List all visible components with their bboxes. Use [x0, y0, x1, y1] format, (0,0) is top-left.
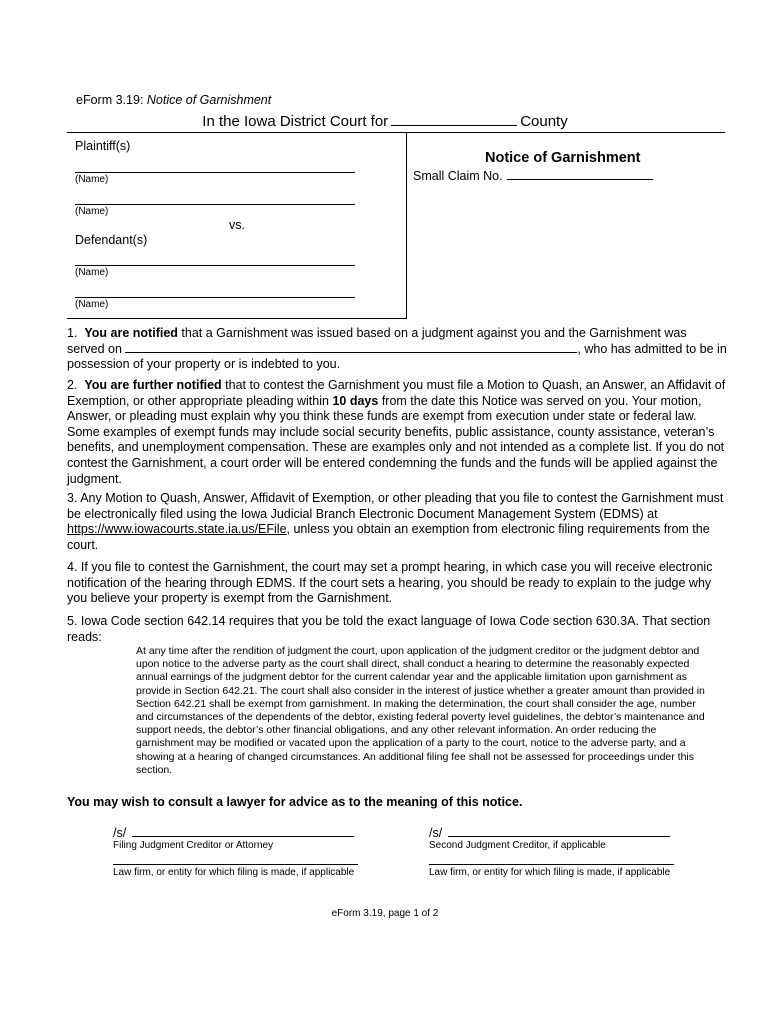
name-label: (Name): [75, 299, 109, 310]
paragraph-5: 5. Iowa Code section 642.14 requires that you be told the exact language of Iowa Code section 630.3A. That section reads:: [67, 614, 711, 644]
caption-bottom-rule: [67, 318, 407, 319]
firm-left-label: Law firm, or entity for which filing is made, if applicable: [113, 867, 355, 878]
signature-left-label: Filing Judgment Creditor or Attorney: [113, 840, 274, 851]
versus-label: vs.: [229, 218, 245, 232]
defendant-name-line-2[interactable]: [75, 297, 355, 298]
form-id: eForm 3.19: Notice of Garnishment: [76, 93, 272, 107]
caption-top-rule: [67, 132, 725, 133]
page-footer: eForm 3.19, page 1 of 2: [331, 908, 439, 919]
name-label: (Name): [75, 267, 109, 278]
paragraph-4: 4. If you file to contest the Garnishment, the court may set a prompt hearing, in which case you will receive electronic notification of the hearing through EDMS. If the court sets a hearing, you should be ready to explain to the judge why you believe your property is exempt from the Garnishment.: [67, 560, 713, 606]
lawyer-advice: You may wish to consult a lawyer for advice as to the meaning of this notice.: [67, 795, 523, 809]
signature-left-field[interactable]: [132, 826, 354, 837]
firm-right-label: Law firm, or entity for which filing is made, if applicable: [429, 867, 671, 878]
signature-right: /s/: [429, 826, 670, 840]
paragraph-1: 1. You are notified that a Garnishment was issued based on a judgment against you and the Garnishment was served on , who has admitted to be in possession of your property or is indebted to you.: [67, 326, 727, 372]
paragraph-2: 2. You are further notified that to contest the Garnishment you must file a Motion to Quash, an Answer, an Affidavit of Exemption, or other appropriate pleading within 10 days from the date this Notice was served on you. Your motion, Answer, or pleading must explain why you think these funds are exempt from execution under state or federal law. Some examples of exempt funds may include social security benefits, public assistance, county assistance, veteran’s benefits, and unemployment compensation. These are examples only and not intended as a complete list. If you do not contest the Garnishment, a court order will be entered condemning the funds and the funds will be applied against the judgment.: [67, 378, 726, 486]
caption-divider: [406, 132, 407, 318]
statute-quote: At any time after the rendition of judgment the court, upon application of the judgment creditor or the judgment debtor and upon notice to the adverse party as the court shall direct, shall conduct a hearing to determine the reasonably expected annual earnings of the judgment debtor for the current calendar year and the applicable limitation upon garnishment as provide in Section 642.21. The court shall also consider in the interest of justice whether a greater amount than provided in Section 642.21 shall be exempt from garnishment. In making the determination, the court shall consider the age, number and circumstances of the dependents of the debtor, existing federal poverty level guidelines, the debtor’s maintenance and support needs, the debtor’s other financial obligations, and any other relevant information. An order reducing the garnishment may be modified or vacated upon the application of a party to the court, notice to the adverse party, and a showing at a hearing of changed circumstances. An additional filing fee shall not be assessed for proceedings under this section.: [136, 645, 705, 776]
efile-link[interactable]: https://www.iowacourts.state.ia.us/EFile: [67, 522, 287, 537]
garnishee-field[interactable]: [125, 342, 577, 353]
signature-left: /s/: [113, 826, 354, 840]
firm-left-line[interactable]: [113, 864, 358, 865]
notice-title: Notice of Garnishment: [485, 150, 641, 166]
court-title: In the Iowa District Court for County: [202, 113, 568, 130]
paragraph-3: 3. Any Motion to Quash, Answer, Affidavit of Exemption, or other pleading that you file to contest the Garnishment must be electronically filed using the Iowa Judicial Branch Electronic Document Management System (EDMS) at https://www.iowacourts.state.ia.us/EFile, unless you obtain an exemption from electronic filing requirements from the court.: [67, 491, 724, 552]
plaintiff-name-line-2[interactable]: [75, 204, 355, 205]
plaintiffs-label: Plaintiff(s): [75, 139, 131, 153]
plaintiff-name-line-1[interactable]: [75, 172, 355, 173]
county-field[interactable]: [391, 113, 517, 126]
signature-right-label: Second Judgment Creditor, if applicable: [429, 840, 606, 851]
defendants-label: Defendant(s): [75, 233, 148, 247]
name-label: (Name): [75, 174, 109, 185]
firm-right-line[interactable]: [429, 864, 674, 865]
defendant-name-line-1[interactable]: [75, 265, 355, 266]
form-name: Notice of Garnishment: [146, 93, 272, 107]
small-claim-number: Small Claim No.: [413, 169, 653, 183]
small-claim-field[interactable]: [507, 169, 653, 180]
signature-right-field[interactable]: [448, 826, 670, 837]
name-label: (Name): [75, 206, 109, 217]
